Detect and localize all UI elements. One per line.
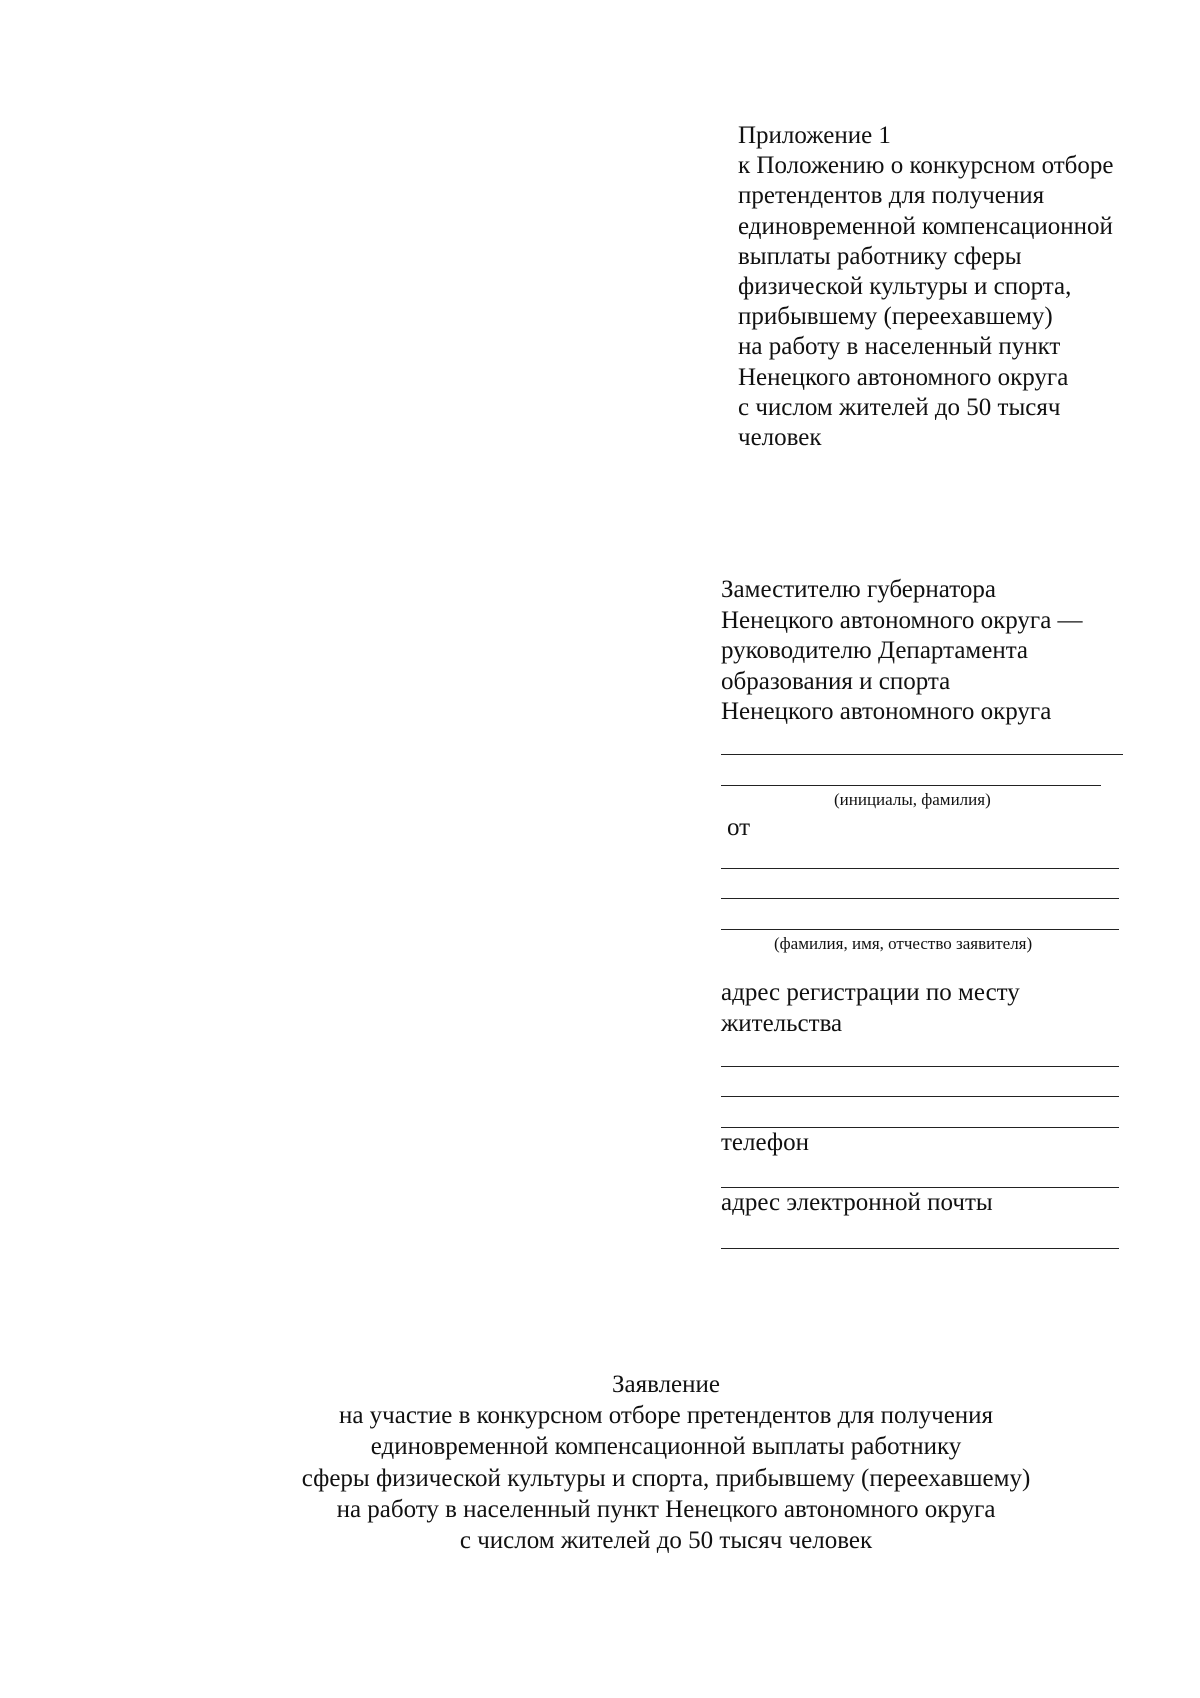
recipient-line: Ненецкого автономного округа [721, 698, 1052, 725]
recipient-fill-line-2 [721, 785, 1101, 786]
appendix-line: прибывшему (переехавшему) [738, 303, 1053, 331]
appendix-line: претендентов для получения [738, 182, 1045, 210]
recipient-line: образования и спорта [721, 667, 951, 695]
recipient-line: руководителю Департамента [721, 637, 1029, 664]
recipient-line: Заместителю губернатора [721, 576, 996, 603]
statement-title [66, 1369, 1200, 1556]
applicant-fill-line-3 [721, 929, 1119, 930]
appendix-line: к Положению о конкурсном отборе [738, 152, 1114, 180]
phone-label: телефон [721, 1129, 809, 1156]
appendix-line: Приложение 1 [738, 122, 891, 149]
address-label-cont: жительства [721, 1010, 843, 1037]
appendix-line: человек [738, 424, 822, 452]
applicant-fill-line-1 [721, 868, 1119, 869]
statement-line: на участие в конкурсном отборе претендентов для получения [338, 1402, 994, 1430]
statement-line: на работу в населенный пункт Ненецкого автономного округа [336, 1495, 996, 1523]
address-fill-line-1 [721, 1066, 1119, 1067]
initials-caption: (инициалы, фамилия) [834, 790, 991, 809]
address-fill-line-2 [721, 1096, 1119, 1097]
applicant-name-caption: (фамилия, имя, отчество заявителя) [774, 934, 1033, 953]
from-label: от [727, 814, 751, 841]
statement-line: единовременной компенсационной выплаты работнику [370, 1433, 962, 1461]
email-fill-line [721, 1248, 1119, 1249]
email-label: адрес электронной почты [721, 1189, 993, 1216]
statement-line: с числом жителей до 50 тысяч человек [459, 1527, 873, 1555]
applicant-fill-line-2 [721, 898, 1119, 899]
appendix-line: с числом жителей до 50 тысяч [738, 393, 1061, 421]
appendix-line: физической культуры и спорта, [738, 273, 1072, 301]
recipient-fill-line-1 [721, 754, 1123, 755]
statement-heading: Заявление [611, 1371, 721, 1398]
statement-line: сферы физической культуры и спорта, прибывшему (переехавшему) [301, 1464, 1031, 1492]
address-label: адрес регистрации по месту [721, 979, 1020, 1006]
appendix-line: единовременной компенсационной [738, 212, 1113, 240]
appendix-line: Ненецкого автономного округа [738, 363, 1069, 391]
appendix-line: на работу в населенный пункт [738, 333, 1061, 361]
recipient-line: Ненецкого автономного округа — [721, 606, 1083, 634]
appendix-line: выплаты работнику сферы [738, 242, 1022, 270]
recipient-block [721, 575, 1141, 728]
appendix-header [738, 121, 1178, 453]
